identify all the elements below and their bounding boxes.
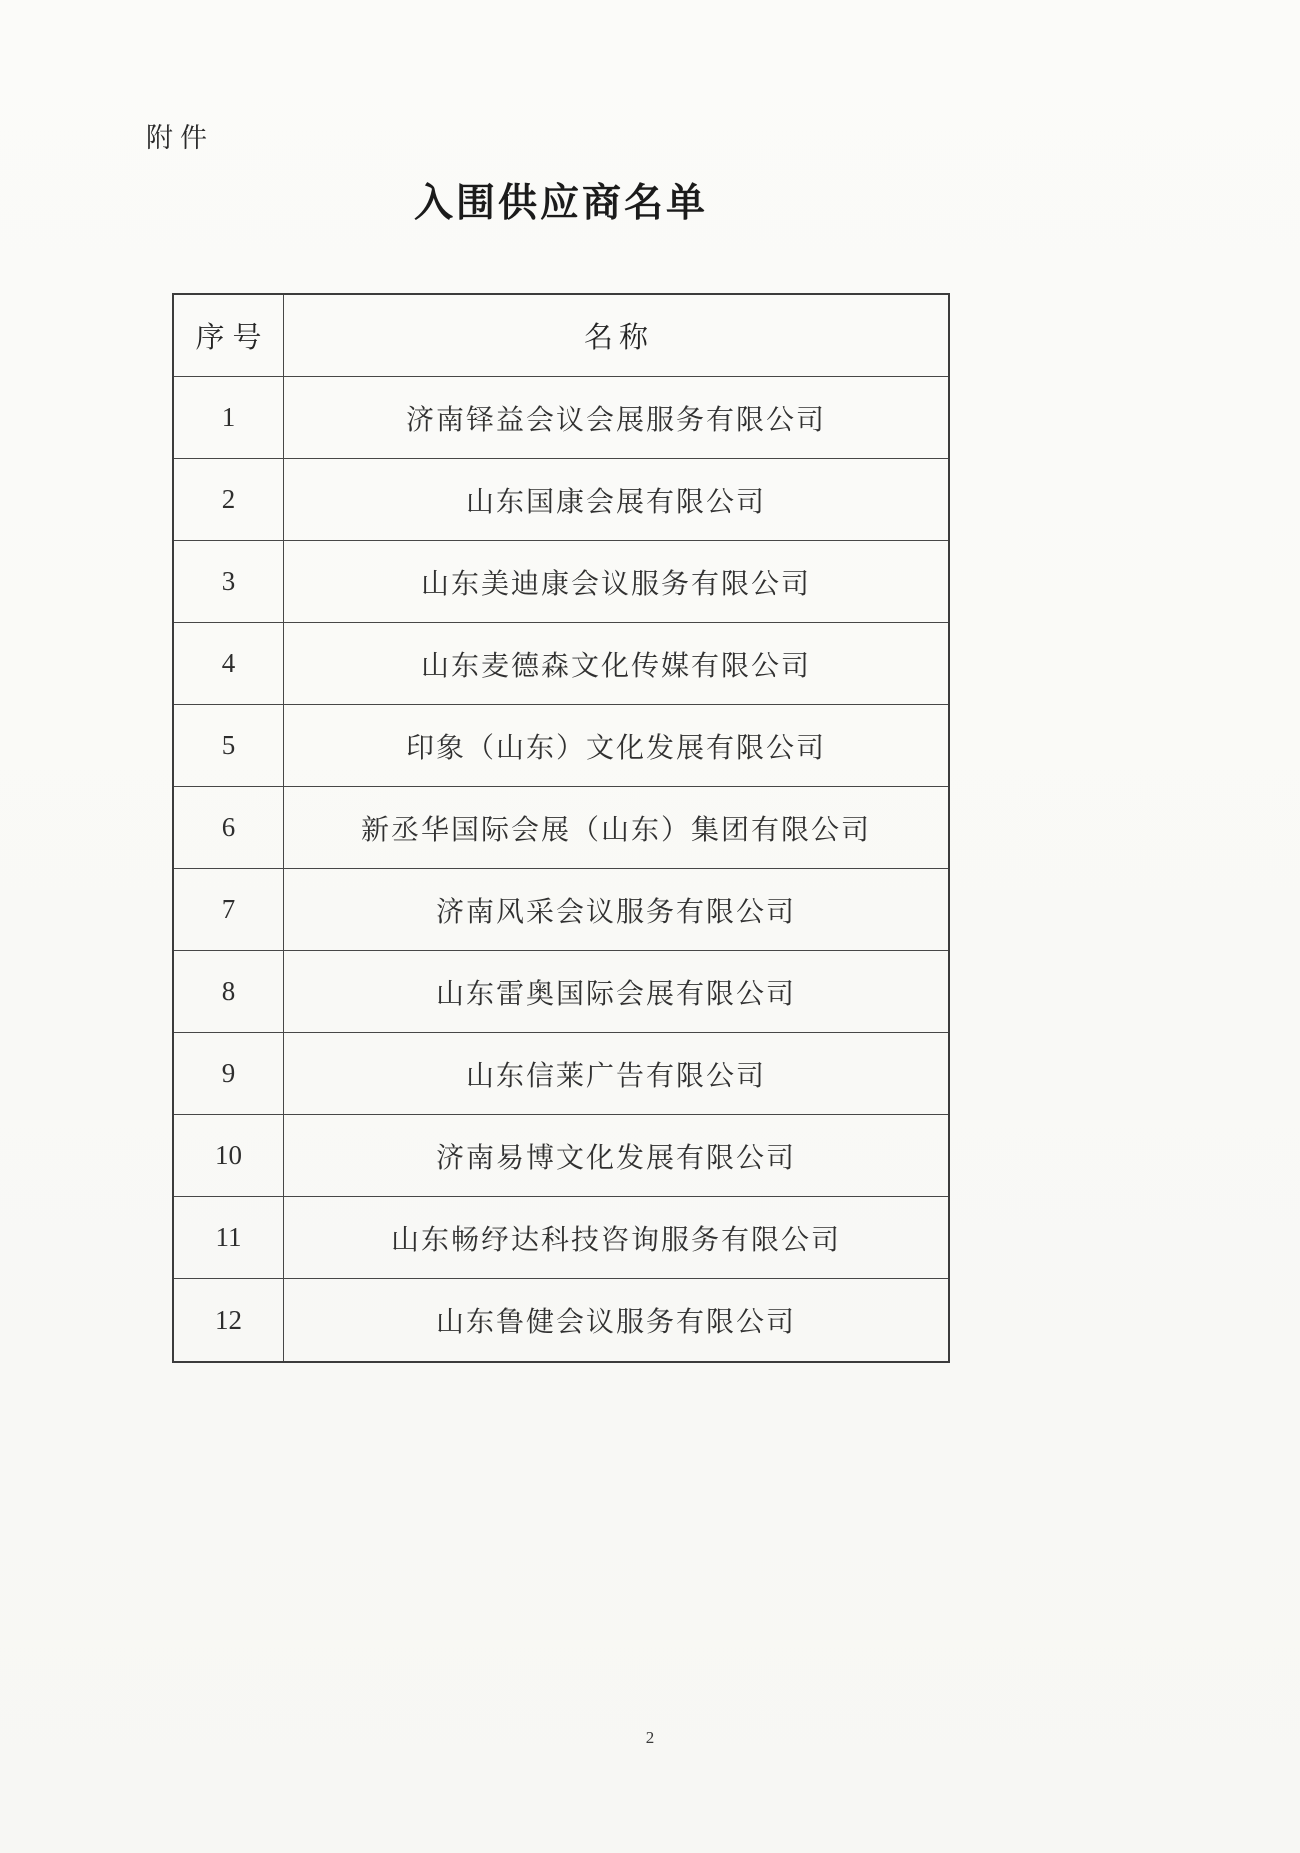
attachment-label: 附件 [146,123,214,153]
supplier-name: 山东信莱广告有限公司 [465,1060,766,1092]
supplier-name: 山东麦德森文化传媒有限公司 [420,650,811,682]
table-row [174,1033,948,1115]
column-header-number: 序号 [174,295,284,376]
row-number: 1 [174,377,284,458]
table-row [174,459,948,541]
row-number: 9 [174,1033,284,1114]
page-title: 入围供应商名单 [413,182,708,225]
row-number: 11 [174,1197,284,1278]
table-row [174,869,948,951]
supplier-name: 山东鲁健会议服务有限公司 [435,1307,796,1338]
table-row [174,1279,948,1361]
table-row [174,377,948,459]
table-row [174,787,948,869]
row-number: 6 [174,787,284,868]
table-row [174,1197,948,1279]
table-row [174,623,948,705]
row-number: 3 [174,541,284,622]
row-number: 12 [174,1279,284,1361]
supplier-name: 山东国康会展有限公司 [465,486,766,518]
row-number: 10 [174,1115,284,1196]
supplier-name: 山东雷奥国际会展有限公司 [435,978,796,1010]
supplier-name: 新丞华国际会展（山东）集团有限公司 [360,814,871,846]
supplier-name: 山东美迪康会议服务有限公司 [420,568,811,600]
table-header-row [174,295,948,377]
page-number: 2 [645,1728,655,1747]
supplier-name: 济南铎益会议会展服务有限公司 [405,404,826,436]
table-row [174,541,948,623]
row-number: 7 [174,869,284,950]
supplier-table [172,293,950,1363]
row-number: 2 [174,459,284,540]
supplier-name: 山东畅纾达科技咨询服务有限公司 [390,1224,841,1256]
supplier-name: 印象（山东）文化发展有限公司 [405,732,826,764]
table-row [174,1115,948,1197]
column-header-name: 名称 [583,322,654,354]
supplier-name: 济南风采会议服务有限公司 [435,896,796,928]
table-row [174,705,948,787]
row-number: 8 [174,951,284,1032]
supplier-name: 济南易博文化发展有限公司 [435,1142,796,1174]
table-row [174,951,948,1033]
row-number: 4 [174,623,284,704]
row-number: 5 [174,705,284,786]
